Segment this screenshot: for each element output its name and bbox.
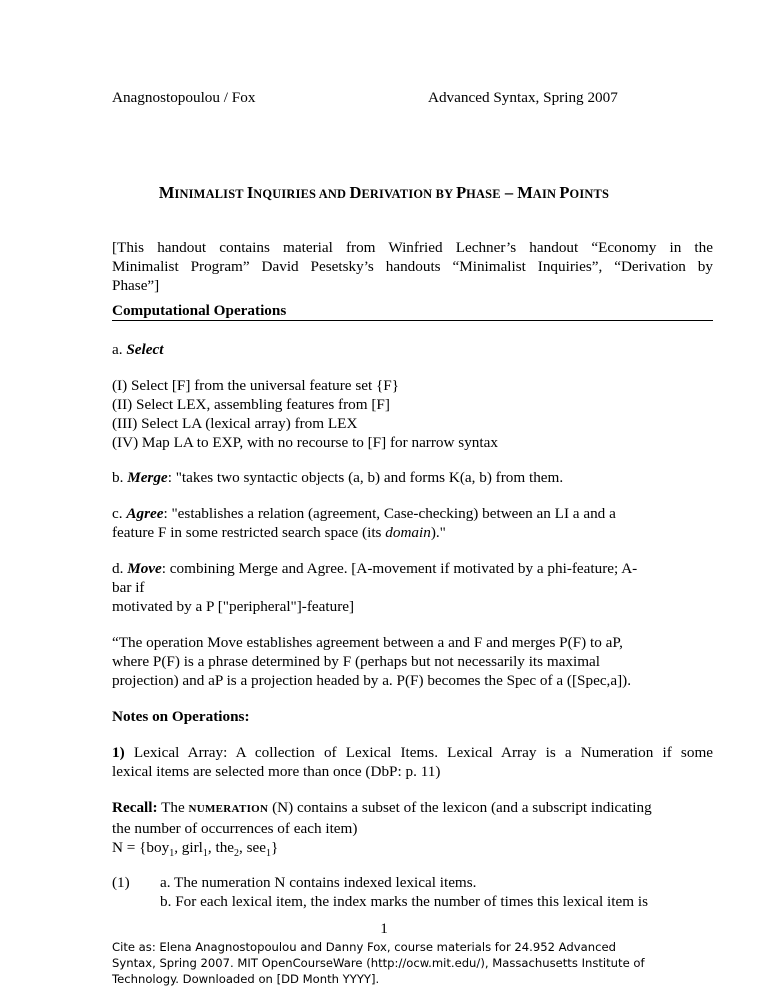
agree-definition: c. Agree: "establishes a relation (agreement, Case-checking) between an LI a and a feature F in some restricted search space (its domain)." (112, 505, 616, 541)
header-authors: Anagnostopoulou / Fox (112, 89, 256, 106)
recall-block: Recall: The NUMERATION (N) contains a subset of the lexicon (and a subscript indicating the number of occurrences of each item) N = {boy$_1$, girl$_1$, the$_2$, see$_1$} (112, 798, 713, 863)
example-1-number: (1) (112, 874, 130, 891)
numeration-term: NUMERATION (188, 803, 269, 815)
section-heading-computational-operations: Computational Operations (112, 302, 287, 319)
example-1-body: a. The numeration N contains indexed lexical items. b. For each lexical item, the index marks the number of times this lexical item is (160, 874, 648, 910)
intro-line: [This handout contains material from Winfried Lechner’s handout “Economy in the (112, 239, 713, 256)
section-divider (112, 320, 713, 321)
select-heading: a. Select (112, 341, 164, 358)
page-number: 1 (380, 920, 388, 937)
note-1: 1) Lexical Array: A collection of Lexical Items. Lexical Array is a Numeration if some lexical items are selected more than once (DbP: p. 11) (112, 744, 713, 780)
numeration-set: N = {boy$_1$, girl$_1$, the$_2$, see$_1$} (112, 839, 279, 860)
intro-paragraph (112, 238, 713, 295)
select-item: (IV) Map LA to EXP, with no recourse to [F] for narrow syntax (112, 434, 498, 451)
page-title: MINIMALIST INQUIRIES AND DERIVATION BY PHASE – MAIN POINTS (158, 183, 610, 202)
intro-line: Phase”] (112, 277, 160, 294)
select-list (112, 376, 713, 452)
select-item: (III) Select LA (lexical array) from LEX (112, 415, 358, 432)
citation-footer: Cite as: Elena Anagnostopoulou and Danny Fox, course materials for 24.952 Advanced Syntax, Spring 2007. MIT OpenCourseWare (http://ocw.mit.edu/), Massachusetts Institute of Technology. Downloaded on [DD Month YYYY]. (112, 940, 645, 986)
notes-heading: Notes on Operations: (112, 708, 250, 725)
select-item: (II) Select LEX, assembling features from [F] (112, 396, 390, 413)
select-item: (I) Select [F] from the universal feature set {F} (112, 377, 400, 394)
move-definition: d. Move: combining Merge and Agree. [A-movement if motivated by a phi-feature; A- bar if motivated by a P ["peripheral"]-feature] (112, 560, 638, 615)
intro-line: Minimalist Program” David Pesetsky’s handouts “Minimalist Inquiries”, “Derivation by (112, 258, 713, 275)
merge-definition: b. Merge: "takes two syntactic objects (a, b) and forms K(a, b) from them. (112, 469, 564, 486)
header-course: Advanced Syntax, Spring 2007 (428, 89, 618, 106)
move-quote: “The operation Move establishes agreement between a and F and merges P(F) to aP, where P(F) is a phrase determined by F (perhaps but not necessarily its maximal projection) and aP is a projection headed by a. P(F) becomes the Spec of a ([Spec,a]). (112, 634, 632, 689)
